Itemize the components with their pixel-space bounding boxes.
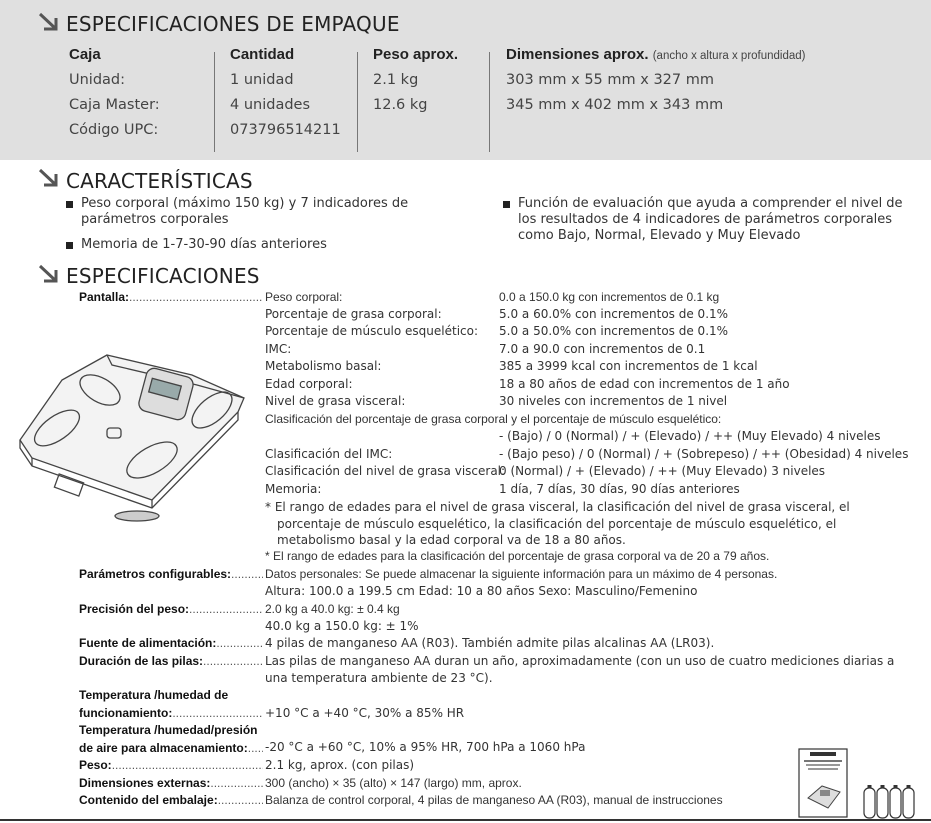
spec-value: 0 (Normal) / + (Elevado) / ++ (Muy Elevado) 3 niveles xyxy=(499,464,826,478)
spec-value: 30 niveles con incrementos de 1 nivel xyxy=(499,394,728,408)
spec-name: Porcentaje de músculo esquelético: xyxy=(265,324,479,338)
spec-value: 18 a 80 años de edad con incrementos de 1 año xyxy=(499,377,790,391)
divider xyxy=(489,52,490,152)
params-label: Parámetros configurables: ..... xyxy=(79,567,263,581)
cell: 2.1 kg xyxy=(373,72,419,88)
header-dims-label: Dimensiones aprox. xyxy=(506,46,649,63)
spec-value: 2.1 kg, aprox. (con pilas) xyxy=(265,758,415,772)
packaging-section xyxy=(0,0,931,160)
cell: 073796514211 xyxy=(230,122,341,138)
col-qty xyxy=(230,46,341,143)
spec-name: Metabolismo basal: xyxy=(265,359,382,373)
spec-value: 5.0 a 50.0% con incrementos de 0.1% xyxy=(499,324,729,338)
spec-name: Clasificación del porcentaje de grasa corporal y el porcentaje de músculo esquelético: xyxy=(265,412,722,426)
cell: 12.6 kg xyxy=(373,97,428,113)
spec-value: - (Bajo peso) / 0 (Normal) / + (Sobrepeso) / ++ (Obesidad) 4 niveles xyxy=(499,447,909,461)
cell: 1 unidad xyxy=(230,72,294,88)
feature-item xyxy=(81,237,421,253)
op-temp-label: Temperatura /humedad de xyxy=(79,688,229,702)
batteries-image xyxy=(862,784,918,820)
spec-value: -20 °C a +60 °C, 10% a 95% HR, 700 hPa a 1060 hPa xyxy=(265,740,586,754)
col-weight xyxy=(373,46,458,143)
precision-label: Precisión del peso: ..... xyxy=(79,602,263,616)
weight-label: Peso: ..... xyxy=(79,758,263,772)
spec-value: Datos personales: Se puede almacenar la siguiente información para un máximo de 4 personas. xyxy=(265,567,778,581)
col-dims xyxy=(506,46,806,143)
section-arrow-icon xyxy=(38,12,60,32)
spec-value: +10 °C a +40 °C, 30% a 85% HR xyxy=(265,706,465,720)
spec-value: Altura: 100.0 a 199.5 cm Edad: 10 a 80 años Sexo: Masculino/Femenino xyxy=(265,584,698,598)
feature-item xyxy=(518,196,913,244)
spec-value: 0.0 a 150.0 kg con incrementos de 0.1 kg xyxy=(499,290,720,304)
spec-value: 385 a 3999 kcal con incrementos de 1 kcal xyxy=(499,359,758,373)
storage-label: de aire para almacenamiento: ..... xyxy=(79,741,263,755)
battery-label: Duración de las pilas: ..... xyxy=(79,654,263,668)
power-label: Fuente de alimentación: ..... xyxy=(79,636,263,650)
display-label: Pantalla: ..... xyxy=(79,290,263,304)
spec-name: Peso corporal: xyxy=(265,290,343,304)
section-arrow-icon xyxy=(38,168,60,188)
divider xyxy=(357,52,358,152)
spec-value: 5.0 a 60.0% con incrementos de 0.1% xyxy=(499,307,729,321)
feature-text: Memoria de 1-7-30-90 días anteriores xyxy=(81,237,327,252)
cell: 345 mm x 402 mm x 343 mm xyxy=(506,97,724,113)
specs-title: ESPECIFICACIONES xyxy=(66,264,260,288)
section-arrow-icon xyxy=(38,264,60,284)
note: * El rango de edades para la clasificación del porcentaje de grasa corporal va de 20 a 79 años. xyxy=(265,549,770,563)
storage-label: Temperatura /humedad/presión xyxy=(79,723,258,737)
cell: Código UPC: xyxy=(69,122,159,138)
spec-name: Memoria: xyxy=(265,482,322,496)
spec-value: 2.0 kg a 40.0 kg: ± 0.4 kg xyxy=(265,602,400,616)
packaging-title: ESPECIFICACIONES DE EMPAQUE xyxy=(66,12,400,36)
feature-text: Peso corporal (máximo 150 kg) y 7 indicadores de parámetros corporales xyxy=(81,196,409,227)
cell: Unidad: xyxy=(69,72,126,88)
spec-name: Edad corporal: xyxy=(265,377,353,391)
bottom-rule xyxy=(0,819,931,821)
cell xyxy=(373,118,458,143)
spec-value: 300 (ancho) × 35 (alto) × 147 (largo) mm, aprox. xyxy=(265,776,522,790)
col-box xyxy=(69,46,160,143)
spec-value: 4 pilas de manganeso AA (R03). También admite pilas alcalinas AA (LR03). xyxy=(265,636,715,650)
feature-item xyxy=(81,196,421,228)
header-qty: Cantidad xyxy=(230,46,295,63)
cell: Caja Master: xyxy=(69,97,160,113)
dims-note: (ancho x altura x profundidad) xyxy=(652,50,806,62)
spec-value: 40.0 kg a 150.0 kg: ± 1% xyxy=(265,619,419,633)
spec-name: Clasificación del IMC: xyxy=(265,447,393,461)
op-temp-label: funcionamiento: ..... xyxy=(79,706,263,720)
spec-name: Porcentaje de grasa corporal: xyxy=(265,307,442,321)
header-weight: Peso aprox. xyxy=(373,46,459,63)
spec-name: Clasificación del nivel de grasa visceral: xyxy=(265,464,506,478)
features-title: CARACTERÍSTICAS xyxy=(66,169,253,193)
note: * El rango de edades para el nivel de grasa visceral, la clasificación del nivel de grasa visceral, el porcentaje de músculo esquelético, la clasificación del porcentaje de músculo esquelético, el metabolismo basal y la edad corporal va de 18 a 80 años. xyxy=(265,500,850,547)
spec-value: 1 día, 7 días, 30 días, 90 días anteriores xyxy=(499,482,740,496)
spec-value: Las pilas de manganeso AA duran un año, aproximadamente (con un uso de cuatro mediciones diarias a una temperatura ambiente de 23 °C). xyxy=(265,654,895,685)
manual-image xyxy=(798,748,850,820)
spec-name: Nivel de grasa visceral: xyxy=(265,394,406,408)
contents-label: Contenido del embalaje: ..... xyxy=(79,793,263,807)
bullet-icon xyxy=(66,242,73,249)
bullet-icon xyxy=(66,201,73,208)
header-box: Caja xyxy=(69,46,101,63)
dims-label: Dimensiones externas: ..... xyxy=(79,776,263,790)
cell: 4 unidades xyxy=(230,97,311,113)
cell: 303 mm x 55 mm x 327 mm xyxy=(506,72,714,88)
feature-text: Función de evaluación que ayuda a comprender el nivel de los resultados de 4 indicadores de parámetros corporales como Bajo, Normal, Elevado y Muy Elevado xyxy=(518,196,903,243)
cell xyxy=(506,118,806,143)
divider xyxy=(214,52,215,152)
spec-name: IMC: xyxy=(265,342,292,356)
spec-value: - (Bajo) / 0 (Normal) / + (Elevado) / ++ (Muy Elevado) 4 niveles xyxy=(499,429,881,443)
bullet-icon xyxy=(503,201,510,208)
spec-value: Balanza de control corporal, 4 pilas de manganeso AA (R03), manual de instrucciones xyxy=(265,793,723,807)
spec-value: 7.0 a 90.0 con incrementos de 0.1 xyxy=(499,342,706,356)
header-dims xyxy=(506,46,806,63)
scale-image xyxy=(12,350,252,522)
